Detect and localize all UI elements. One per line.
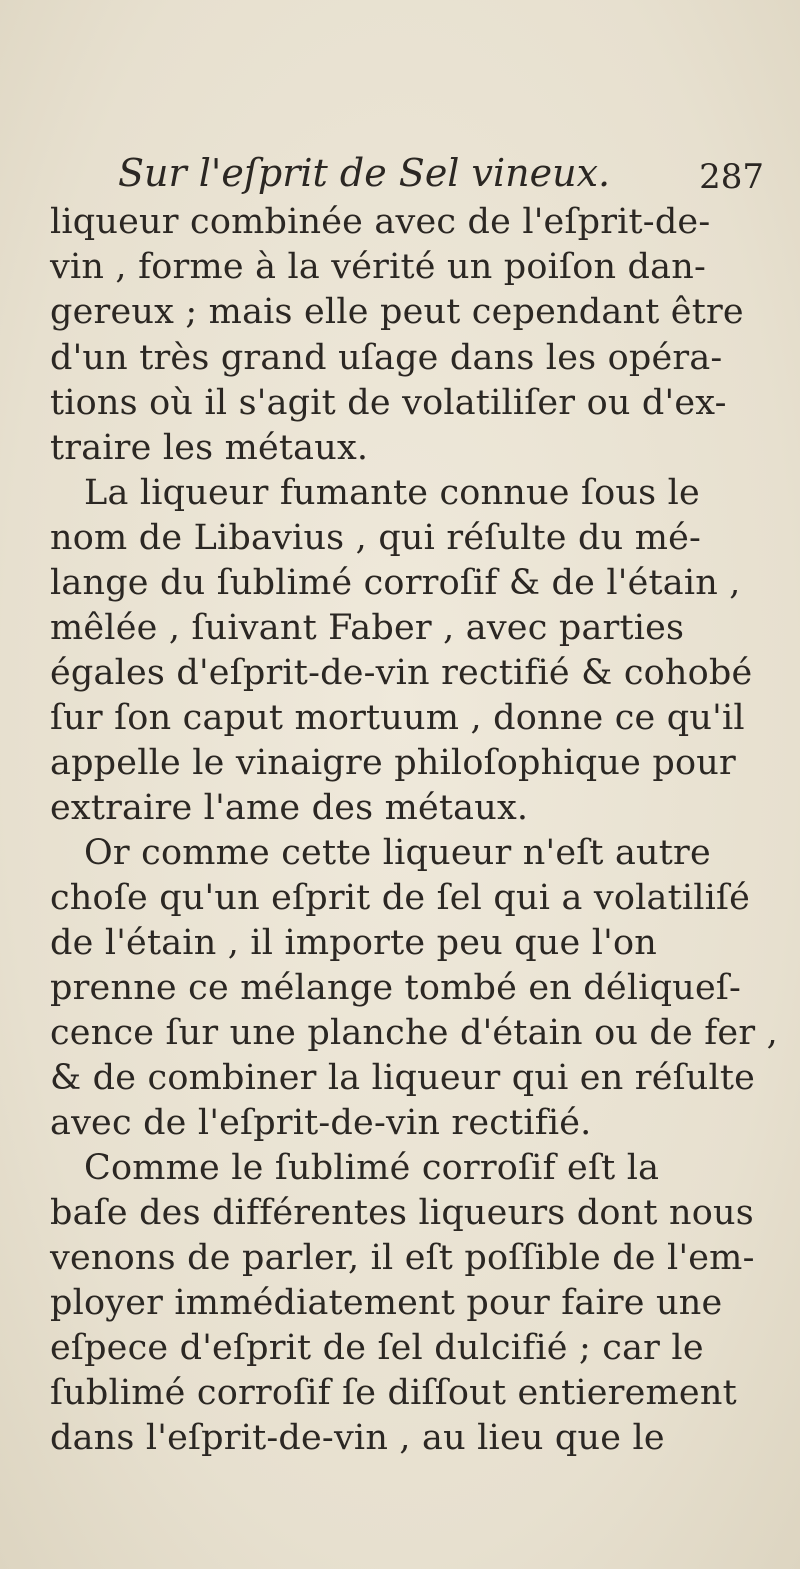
text-line: tions où il s'agit de volatiliſer ou d'ex-: [50, 383, 727, 423]
text-line: ployer immédiatement pour faire une: [50, 1283, 723, 1323]
text-line: choſe qu'un eſprit de ſel qui a volatiliſé: [50, 878, 751, 918]
page-header: [118, 150, 788, 198]
text-line: baſe des différentes liqueurs dont nous: [50, 1193, 754, 1233]
text-line: Comme le ſublimé corroſif eſt la: [84, 1148, 660, 1188]
text-line: cence ſur une planche d'étain ou de fer ,: [50, 1013, 778, 1053]
text-line: La liqueur fumante connue ſous le: [84, 473, 700, 513]
text-line: nom de Libavius , qui réſulte du mé-: [50, 518, 702, 558]
page-number: 287: [699, 157, 764, 197]
text-line: ſublimé corroſif ſe diſſout entierement: [50, 1373, 737, 1413]
text-line: appelle le vinaigre philoſophique pour: [50, 743, 736, 783]
text-line: eſpece d'eſprit de ſel dulcifié ; car le: [50, 1328, 704, 1368]
running-title: Sur l'eſprit de Sel vineux.: [118, 151, 611, 195]
text-line: Or comme cette liqueur n'eſt autre: [84, 833, 711, 873]
text-line: de l'étain , il importe peu que l'on: [50, 923, 658, 963]
text-line: vin , forme à la vérité un poiſon dan-: [50, 247, 706, 287]
text-line: avec de l'eſprit-de-vin rectifié.: [50, 1103, 592, 1143]
text-line: liqueur combinée avec de l'eſprit-de-: [50, 202, 711, 242]
text-line: gereux ; mais elle peut cependant être: [50, 292, 744, 332]
text-line: égales d'eſprit-de-vin rectifié & cohobé: [50, 653, 753, 693]
text-line: ſur ſon caput mortuum , donne ce qu'il: [50, 698, 745, 738]
text-line: lange du ſublimé corroſif & de l'étain ,: [50, 563, 741, 603]
text-line: dans l'eſprit-de-vin , au lieu que le: [50, 1418, 665, 1458]
text-line: venons de parler, il eſt poſſible de l'em-: [50, 1238, 755, 1278]
text-line: traire les métaux.: [50, 428, 369, 468]
text-line: mêlée , ſuivant Faber , avec parties: [50, 608, 685, 648]
text-line: prenne ce mélange tombé en déliqueſ-: [50, 968, 742, 1008]
text-line: extraire l'ame des métaux.: [50, 788, 529, 828]
text-line: d'un très grand uſage dans les opéra-: [50, 338, 723, 378]
text-line: & de combiner la liqueur qui en réſulte: [50, 1058, 756, 1098]
